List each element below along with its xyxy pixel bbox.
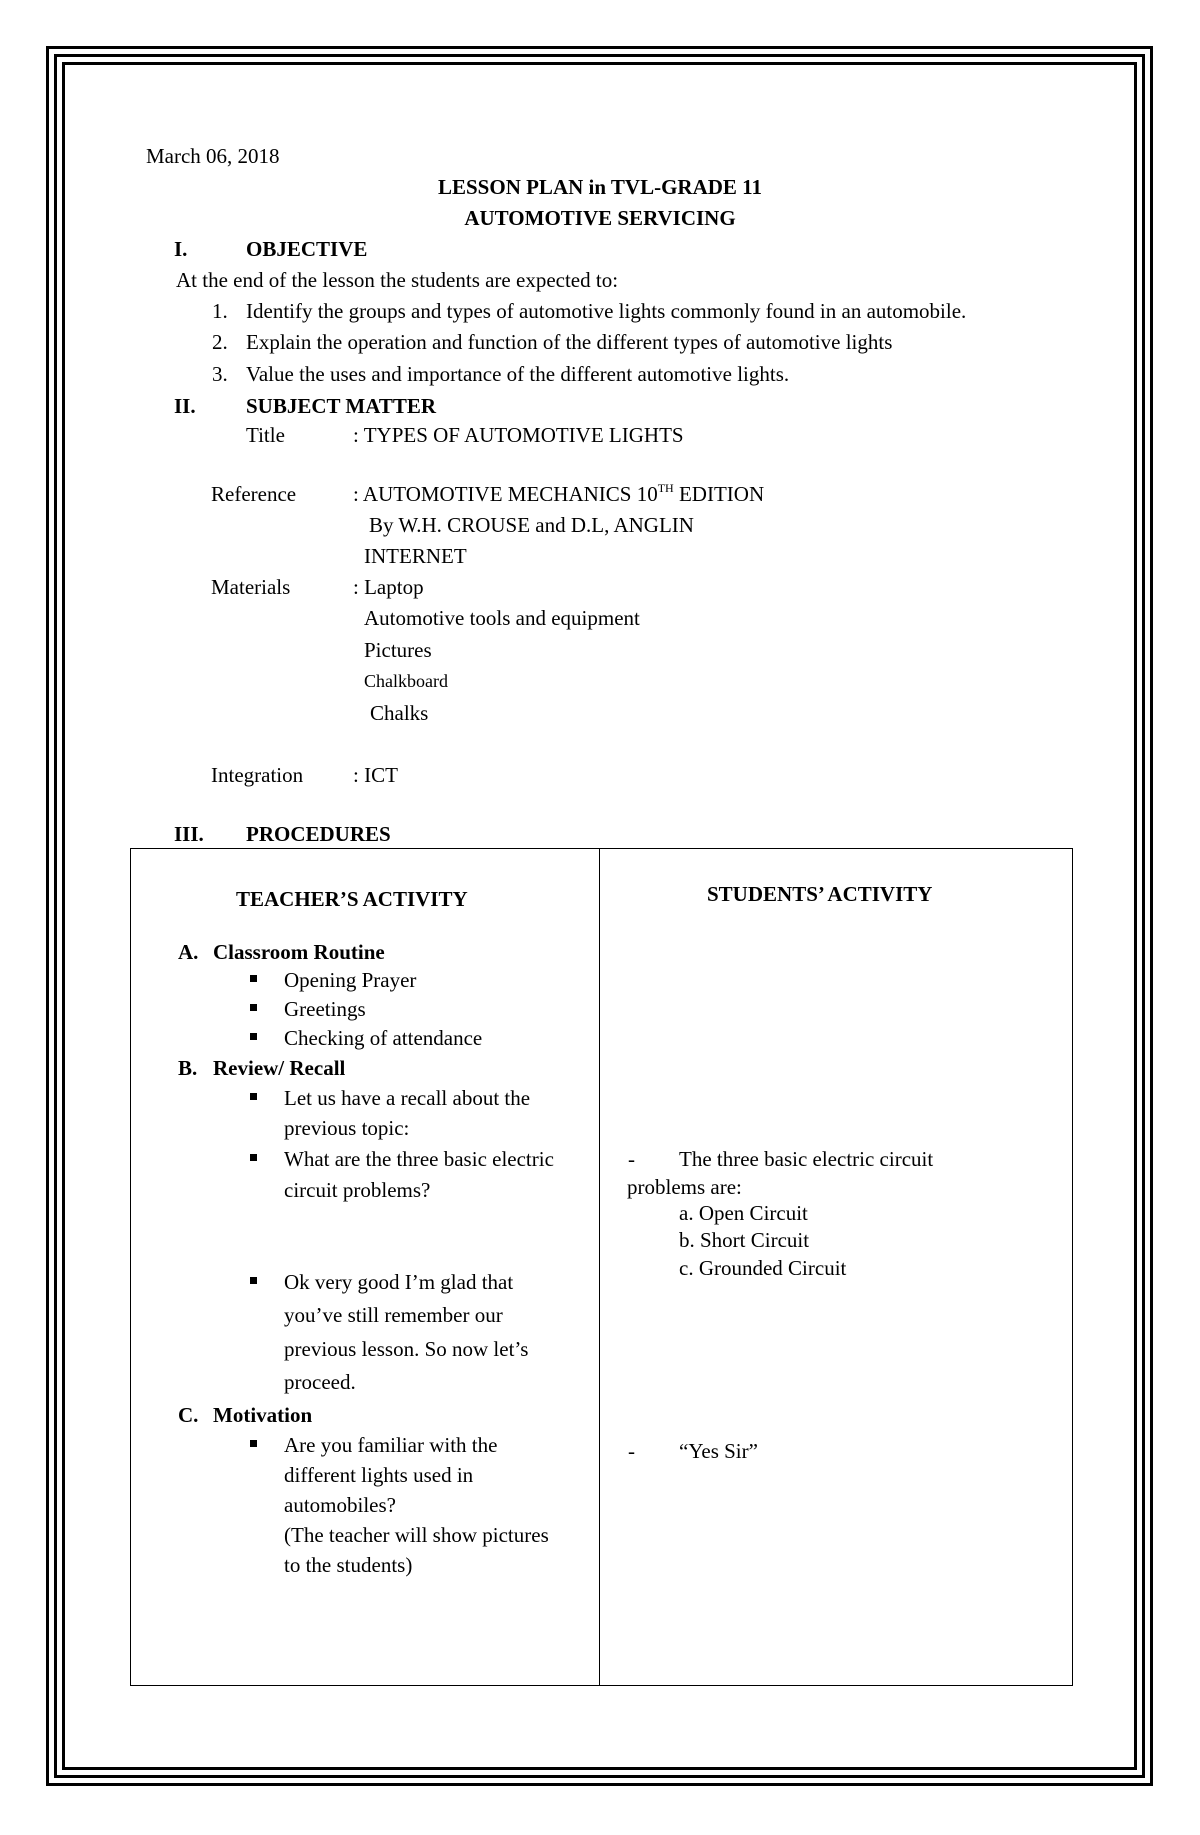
materials-item: : Laptop — [353, 575, 424, 599]
section-b-title: Review/ Recall — [213, 1056, 346, 1080]
page-subtitle: AUTOMOTIVE SERVICING — [464, 206, 736, 230]
date: March 06, 2018 — [146, 144, 280, 168]
title-label: Title — [246, 423, 285, 447]
list-item: Are you familiar with the — [284, 1433, 498, 1457]
materials-label: Materials — [211, 575, 291, 599]
student-answer: “Yes Sir” — [679, 1439, 758, 1463]
objective-item: Identify the groups and types of automotive lights commonly found in an automobile. — [246, 299, 967, 323]
section-a-title: Classroom Routine — [213, 940, 385, 964]
reference-value: : AUTOMOTIVE MECHANICS 10TH EDITION — [353, 481, 765, 506]
list-item: previous topic: — [284, 1116, 410, 1140]
list-item: to the students) — [284, 1553, 413, 1577]
list-item: Greetings — [284, 997, 366, 1021]
answer-dash: - — [628, 1439, 635, 1463]
list-item: circuit problems? — [284, 1178, 431, 1202]
bullet-icon — [250, 1004, 257, 1011]
section-b-letter: B. — [178, 1056, 198, 1080]
list-item: Ok very good I’m glad that — [284, 1270, 514, 1294]
student-answer-item: c. Grounded Circuit — [679, 1256, 847, 1280]
student-answer: problems are: — [627, 1175, 742, 1199]
list-item: (The teacher will show pictures — [284, 1523, 549, 1547]
objective-item: Value the uses and importance of the different automotive lights. — [246, 362, 790, 386]
bullet-icon — [250, 1154, 257, 1161]
answer-dash: - — [628, 1147, 635, 1171]
list-item: proceed. — [284, 1370, 356, 1394]
list-item: Checking of attendance — [284, 1026, 483, 1050]
bullet-icon — [250, 1033, 257, 1040]
table-divider — [599, 848, 600, 1686]
student-answer-item: a. Open Circuit — [679, 1201, 808, 1225]
reference-internet: INTERNET — [364, 544, 467, 568]
subject-numeral: II. — [174, 394, 196, 418]
section-a-letter: A. — [178, 940, 199, 964]
objective-intro: At the end of the lesson the students are expected to: — [176, 268, 619, 292]
procedures-table — [130, 848, 1073, 1686]
reference-label: Reference — [211, 482, 297, 506]
section-c-letter: C. — [178, 1403, 199, 1427]
bullet-icon — [250, 1440, 257, 1447]
objective-heading: OBJECTIVE — [246, 237, 368, 261]
list-item: automobiles? — [284, 1493, 396, 1517]
students-activity-header: STUDENTS’ ACTIVITY — [707, 882, 933, 906]
objective-item-num: 1. — [212, 299, 228, 323]
subject-heading: SUBJECT MATTER — [246, 394, 437, 418]
page-title: LESSON PLAN in TVL-GRADE 11 — [437, 175, 763, 199]
student-answer: The three basic electric circuit — [679, 1147, 934, 1171]
bullet-icon — [250, 1093, 257, 1100]
procedures-heading: PROCEDURES — [246, 822, 391, 846]
procedures-numeral: III. — [174, 822, 204, 846]
section-c-title: Motivation — [213, 1403, 313, 1427]
list-item: different lights used in — [284, 1463, 474, 1487]
materials-item: Chalkboard — [364, 671, 448, 691]
integration-value: : ICT — [353, 763, 398, 787]
objective-numeral: I. — [174, 237, 188, 261]
bullet-icon — [250, 1277, 257, 1284]
list-item: What are the three basic electric — [284, 1147, 554, 1171]
list-item: Let us have a recall about the — [284, 1086, 531, 1110]
materials-item: Pictures — [364, 638, 432, 662]
materials-item: Chalks — [370, 701, 429, 725]
list-item: previous lesson. So now let’s — [284, 1337, 529, 1361]
reference-authors: By W.H. CROUSE and D.L, ANGLIN — [369, 513, 694, 537]
title-value: : TYPES OF AUTOMOTIVE LIGHTS — [353, 423, 684, 447]
list-item: Opening Prayer — [284, 968, 417, 992]
integration-label: Integration — [211, 763, 304, 787]
objective-item-num: 3. — [212, 362, 228, 386]
teacher-activity-header: TEACHER’S ACTIVITY — [236, 887, 468, 911]
bullet-icon — [250, 975, 257, 982]
objective-item-num: 2. — [212, 330, 228, 354]
materials-item: Automotive tools and equipment — [364, 606, 640, 630]
student-answer-item: b. Short Circuit — [679, 1228, 810, 1252]
list-item: you’ve still remember our — [284, 1303, 503, 1327]
objective-item: Explain the operation and function of the different types of automotive lights — [246, 330, 893, 354]
